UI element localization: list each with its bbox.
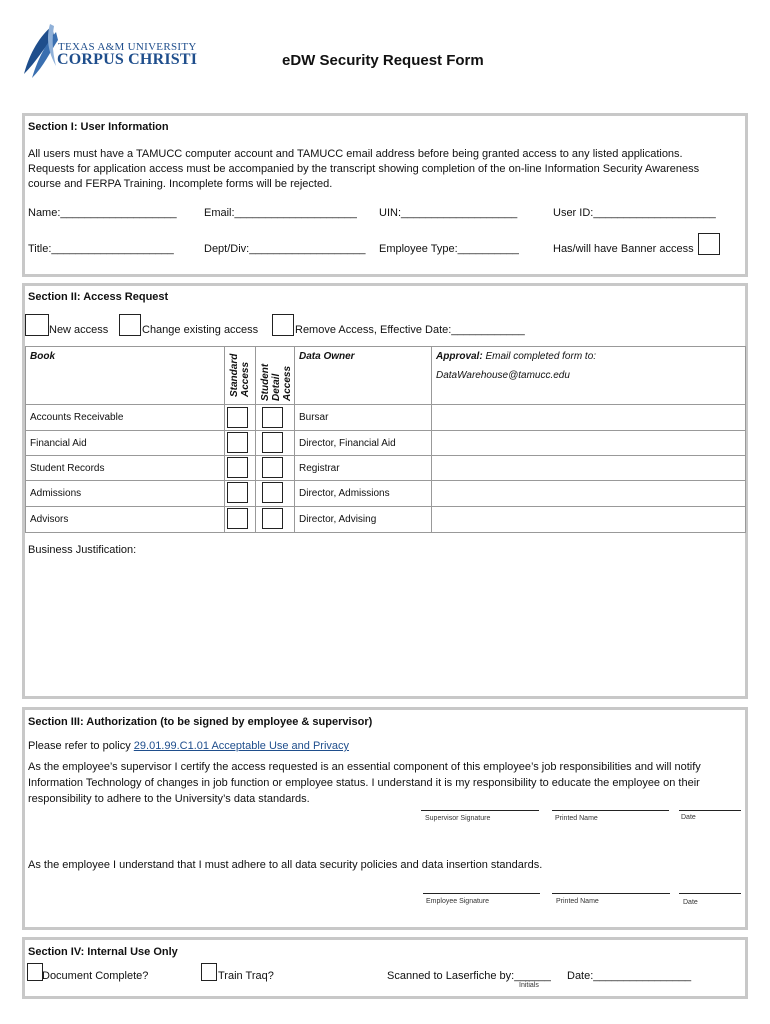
data-owner: Director, Admissions [295, 481, 432, 507]
dept-field[interactable]: Dept/Div:___________________ [204, 243, 366, 255]
table-row [26, 507, 746, 533]
col-owner-header: Data Owner [299, 351, 355, 362]
remove-access-label[interactable]: Remove Access, Effective Date:____________ [295, 324, 525, 336]
supervisor-signature-label: Supervisor Signature [425, 815, 491, 822]
col-student-header: Student Detail Access [260, 363, 293, 401]
employee-statement: As the employee I understand that I must adhere to all data security policies and data insertion standards. [28, 859, 543, 871]
employee-signature-label: Employee Signature [426, 898, 490, 905]
book-name: Student Records [26, 456, 225, 481]
employee-printed-name-line[interactable] [552, 893, 670, 894]
student-access-checkbox[interactable] [262, 508, 283, 529]
banner-access-label: Has/will have Banner access [553, 243, 694, 255]
standard-access-checkbox[interactable] [227, 457, 248, 478]
standard-access-checkbox[interactable] [227, 508, 248, 529]
table-row [26, 481, 746, 507]
banner-access-checkbox[interactable] [698, 233, 720, 255]
title-field[interactable]: Title:____________________ [28, 243, 174, 255]
train-traq-label: Train Traq? [218, 970, 274, 982]
train-traq-checkbox[interactable] [201, 963, 217, 981]
student-access-checkbox[interactable] [262, 407, 283, 428]
book-name: Advisors [26, 507, 225, 533]
approval-text: Email completed form to: [485, 351, 597, 362]
section2-title: Section II: Access Request [28, 291, 169, 303]
access-table [25, 346, 746, 533]
table-row [26, 405, 746, 431]
book-name: Admissions [26, 481, 225, 507]
supervisor-date-line[interactable] [679, 810, 741, 811]
policy-text [28, 739, 349, 754]
book-name: Financial Aid [26, 431, 225, 456]
student-access-checkbox[interactable] [262, 482, 283, 503]
col-book-header: Book [30, 351, 55, 362]
name-field[interactable]: Name:___________________ [28, 207, 177, 219]
initials-label: Initials [519, 982, 539, 989]
employee-type-field[interactable]: Employee Type:__________ [379, 243, 519, 255]
employee-date-label: Date [683, 899, 698, 906]
data-owner: Director, Financial Aid [295, 431, 432, 456]
table-row [26, 456, 746, 481]
supervisor-date-label: Date [681, 814, 696, 821]
approval-label: Approval: [436, 351, 483, 362]
userid-field[interactable]: User ID:____________________ [553, 207, 716, 219]
document-complete-label: Document Complete? [42, 970, 149, 982]
table-row [26, 431, 746, 456]
logo-line1: TEXAS A&M UNIVERSITY [58, 41, 197, 53]
data-owner: Registrar [295, 456, 432, 481]
policy-link[interactable]: 29.01.99.C1.01 Acceptable Use and Privacy [133, 740, 350, 752]
section3-title: Section III: Authorization (to be signed by employee & supervisor) [28, 716, 373, 728]
change-access-checkbox[interactable] [119, 314, 141, 336]
standard-access-checkbox[interactable] [227, 407, 248, 428]
uin-field[interactable]: UIN:___________________ [379, 207, 518, 219]
new-access-checkbox[interactable] [25, 314, 49, 336]
logo-line2: CORPUS CHRISTI [57, 51, 198, 68]
new-access-label: New access [49, 324, 109, 336]
approval-email[interactable]: DataWarehouse@tamucc.edu [436, 370, 570, 381]
student-access-checkbox[interactable] [262, 432, 283, 453]
employee-date-line[interactable] [679, 893, 741, 894]
scanned-field[interactable]: Scanned to Laserfiche by:______ [387, 970, 551, 982]
internal-date-field[interactable]: Date:________________ [567, 970, 692, 982]
employee-signature-line[interactable] [423, 893, 540, 894]
supervisor-printed-name-label: Printed Name [555, 815, 598, 822]
student-access-checkbox[interactable] [262, 457, 283, 478]
standard-access-checkbox[interactable] [227, 482, 248, 503]
policy-prefix: Please refer to policy [28, 740, 134, 752]
section1-title: Section I: User Information [28, 121, 169, 133]
data-owner: Bursar [295, 405, 432, 431]
business-justification-field[interactable]: Business Justification: [28, 544, 137, 556]
book-name: Accounts Receivable [26, 405, 225, 431]
supervisor-signature-line[interactable] [421, 810, 539, 811]
section1-intro: All users must have a TAMUCC computer account and TAMUCC email address before being granted access to any listed applications. Requests for application access must be accompanied by the transcript showing completion of the on-line Information Security Awareness course and FERPA Training. Incomplete forms will be rejected. [28, 148, 700, 190]
data-owner: Director, Advising [295, 507, 432, 533]
employee-printed-name-label: Printed Name [556, 898, 599, 905]
standard-access-checkbox[interactable] [227, 432, 248, 453]
supervisor-statement: As the employee’s supervisor I certify the access requested is an essential component of this employee’s job responsibilities and will notify Information Technology of changes in job function or employee status. I understand it is my responsibility to educate the employee on their responsibility to adhere to the University’s data standards. [28, 761, 701, 805]
document-complete-checkbox[interactable] [27, 963, 43, 981]
change-access-label: Change existing access [142, 324, 259, 336]
section4-title: Section IV: Internal Use Only [28, 946, 178, 958]
email-field[interactable]: Email:____________________ [204, 207, 357, 219]
col-standard-header: Standard Access [229, 353, 251, 397]
remove-access-checkbox[interactable] [272, 314, 294, 336]
form-title: eDW Security Request Form [282, 52, 484, 69]
supervisor-printed-name-line[interactable] [552, 810, 669, 811]
